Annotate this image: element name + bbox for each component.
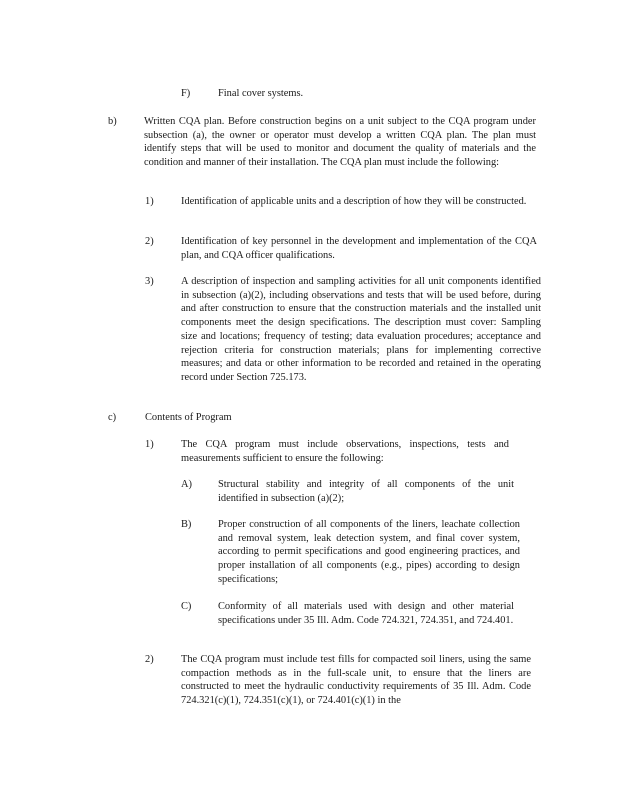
item-text: Structural stability and integrity of all components of the unit identified in subsection (a)(2); xyxy=(218,479,514,504)
section-label: c) xyxy=(108,412,117,423)
item-text: Identification of applicable units and a description of how they will be constructed. xyxy=(181,196,527,207)
item-text: The CQA program must include observations, inspections, tests and measurements sufficient to ensure the following: xyxy=(181,439,509,464)
item-label: C) xyxy=(181,601,192,612)
item-label: 1) xyxy=(145,196,154,207)
item-text: Final cover systems. xyxy=(218,88,304,99)
item-label: B) xyxy=(181,519,192,530)
item-label: A) xyxy=(181,479,192,490)
section-label: b) xyxy=(108,116,117,127)
item-label: 2) xyxy=(145,236,154,247)
item-label: 2) xyxy=(145,654,154,665)
item-text: Proper construction of all components of the liners, leachate collection and removal system, leak detection system, and final cover system, according to permit specifications and good engineering practices, and proper installation of all components (e.g., pipes) according to design specifications; xyxy=(218,519,520,585)
section-heading: Contents of Program xyxy=(145,412,232,423)
item-label: F) xyxy=(181,88,191,99)
item-label: 3) xyxy=(145,276,154,287)
item-text: Conformity of all materials used with design and other material specifications under 35 Ill. Adm. Code 724.321, 724.351, and 724.401. xyxy=(218,601,514,626)
section-text: Written CQA plan. Before construction begins on a unit subject to the CQA program under subsection (a), the owner or operator must develop a written CQA plan. The plan must identify steps that will be used to monitor and document the quality of materials and the condition and manner of their installation. The CQA plan must include the following: xyxy=(144,116,536,169)
item-label: 1) xyxy=(145,439,154,450)
item-text: Identification of key personnel in the development and implementation of the CQA plan, and CQA officer qualifications. xyxy=(181,236,537,261)
item-text: A description of inspection and sampling activities for all unit components identified in subsection (a)(2), including observations and tests that will be used before, during and after construction to ensure that the construction materials and the installed unit components meet the design specifications. The description must cover: Sampling size and locations; frequency of testing; data evaluation procedures; acceptance and rejection criteria for construction materials; plans for implementing corrective measures; and data or other information to be recorded and retained in the operating record under Section 725.173. xyxy=(181,276,541,383)
item-text: The CQA program must include test fills for compacted soil liners, using the same compaction methods as in the full-scale unit, to ensure that the liners are constructed to meet the hydraulic conductivity requirements of 35 Ill. Adm. Code 724.321(c)(1), 724.351(c)(1), or 724.401(c)(1) in the xyxy=(181,654,531,707)
